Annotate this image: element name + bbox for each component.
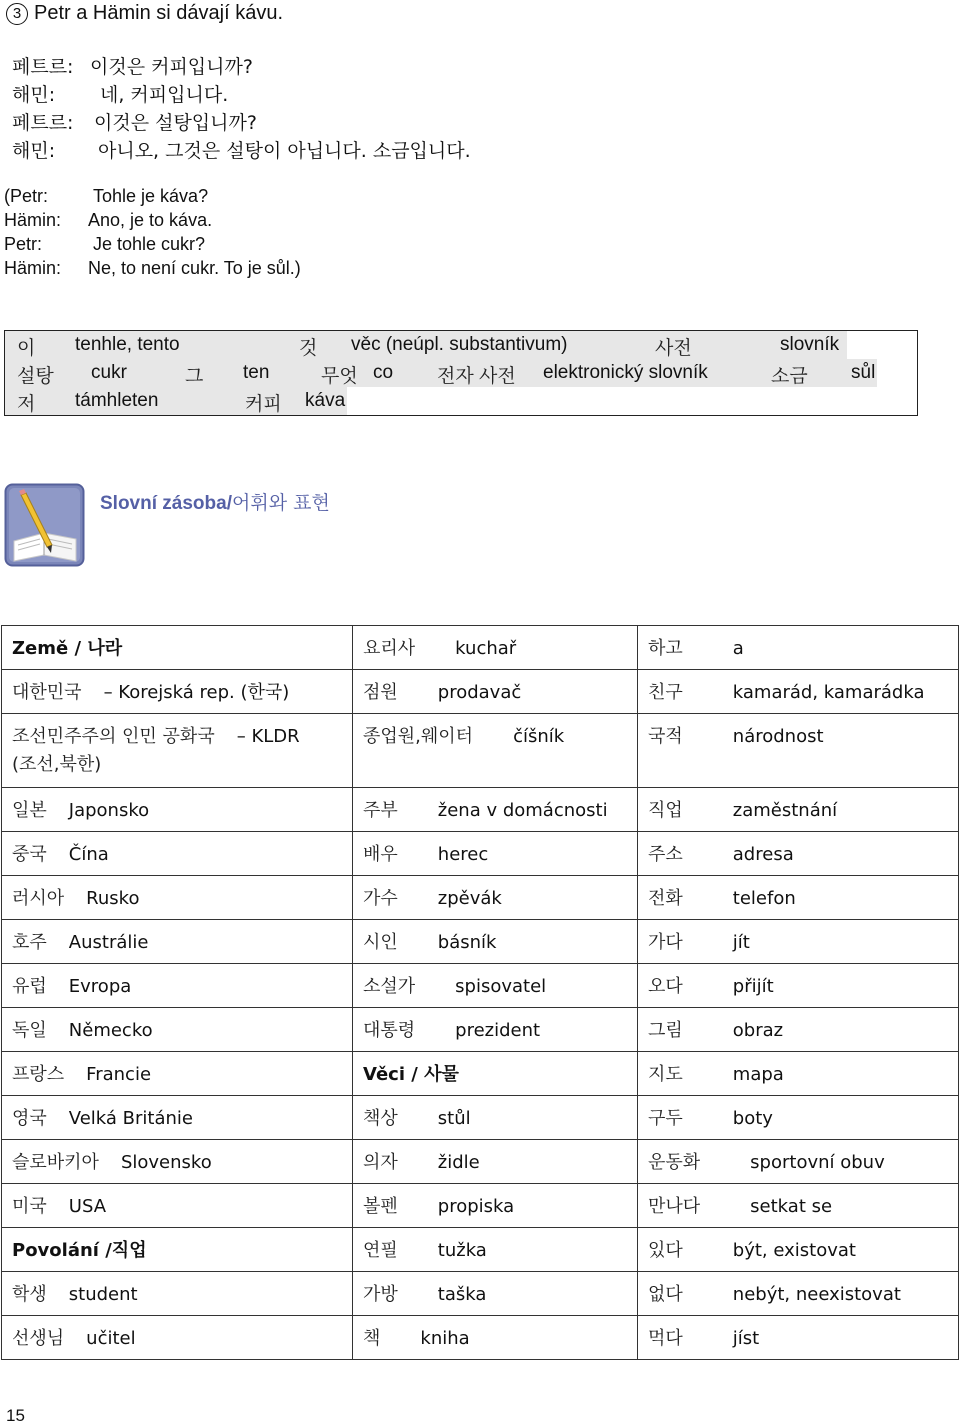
vocab-korean: 학생 xyxy=(12,1284,47,1305)
vocab-cell xyxy=(2,1052,353,1096)
table-row xyxy=(2,1140,959,1184)
page-number: 15 xyxy=(6,1406,25,1425)
vocab-czech: adresa xyxy=(732,844,794,865)
vocab-korean: 가수 xyxy=(363,888,398,909)
vocab-cell xyxy=(2,1316,353,1360)
glossary-box xyxy=(4,330,918,416)
vocab-cell xyxy=(353,788,638,832)
vocab-cell xyxy=(353,670,638,714)
vocab-czech: jíst xyxy=(732,1328,760,1349)
vocab-korean: 가다 xyxy=(648,932,683,953)
vocab-czech: být, existovat xyxy=(732,1240,856,1261)
table-row xyxy=(2,1052,959,1096)
vocab-korean: 요리사 xyxy=(363,638,416,659)
vocab-korean: 대한민국 xyxy=(12,682,82,703)
vocab-czech: telefon xyxy=(732,888,796,909)
vocab-czech: a xyxy=(732,638,744,659)
table-row xyxy=(2,1096,959,1140)
table-row xyxy=(2,964,959,1008)
vocab-korean: 하고 xyxy=(648,638,683,659)
vocab-korean: 연필 xyxy=(363,1240,398,1261)
lesson-title xyxy=(6,2,283,25)
vocab-czech: Velká Británie xyxy=(68,1108,193,1129)
table-row xyxy=(2,670,959,714)
vocab-czech: Německo xyxy=(68,1020,153,1041)
table-row xyxy=(2,788,959,832)
vocab-cell xyxy=(638,876,959,920)
vocab-korean: 만나다 xyxy=(648,1196,701,1217)
vocab-czech: boty xyxy=(732,1108,773,1129)
vocab-korean: 책 xyxy=(363,1328,381,1349)
vocab-korean: 일본 xyxy=(12,800,47,821)
vocab-korean: 먹다 xyxy=(648,1328,683,1349)
vocab-cell xyxy=(638,1096,959,1140)
glossary-czech: elektronický slovník xyxy=(543,362,708,383)
vocab-cell xyxy=(2,670,353,714)
glossary-korean: 이 xyxy=(17,338,36,359)
vocab-czech: Země / 나라 xyxy=(12,638,123,659)
vocab-czech: tužka xyxy=(437,1240,487,1261)
vocabulary-table xyxy=(1,625,959,1360)
glossary-korean: 커피 xyxy=(245,394,282,415)
vocab-czech: jít xyxy=(732,932,750,953)
vocab-korean: 의자 xyxy=(363,1152,398,1173)
table-row xyxy=(2,1008,959,1052)
vocab-cell xyxy=(353,964,638,1008)
vocab-czech: student xyxy=(68,1284,138,1305)
vocab-cell xyxy=(638,1316,959,1360)
glossary-korean: 것 xyxy=(299,338,318,359)
vocab-czech: mapa xyxy=(732,1064,784,1085)
vocab-cell xyxy=(353,1140,638,1184)
vocab-czech: kamarád, kamarádka xyxy=(732,682,925,703)
vocab-cell xyxy=(353,626,638,670)
vocab-czech: Povolání /직업 xyxy=(12,1240,147,1261)
vocab-czech: žena v domácnosti xyxy=(437,800,608,821)
vocab-czech: zaměstnání xyxy=(732,800,838,821)
vocab-cell xyxy=(638,670,959,714)
vocab-korean: 있다 xyxy=(648,1240,683,1261)
glossary-czech: cukr xyxy=(91,362,127,383)
vocab-korean: 중국 xyxy=(12,844,47,865)
vocab-czech: učitel xyxy=(86,1328,136,1349)
czech-dialogue-line: Hämin: Ne, to není cukr. To je sůl.) xyxy=(4,258,301,278)
glossary-czech: támhleten xyxy=(75,390,159,411)
vocab-czech: Japonsko xyxy=(68,800,150,821)
korean-dialogue-line: 해민: 아니오, 그것은 설탕이 아닙니다. 소금입니다. xyxy=(12,140,471,162)
vocab-czech: propiska xyxy=(437,1196,515,1217)
vocab-czech: Slovensko xyxy=(120,1152,212,1173)
vocab-cell xyxy=(353,1316,638,1360)
vocab-cell xyxy=(638,964,959,1008)
vocab-czech: Čína xyxy=(68,844,109,865)
table-row xyxy=(2,714,959,788)
glossary-czech: co xyxy=(373,362,394,383)
vocab-cell xyxy=(638,714,959,788)
vocab-czech: Věci / 사물 xyxy=(363,1064,459,1085)
vocab-korean: 운동화 xyxy=(648,1152,701,1173)
vocab-cell xyxy=(638,1184,959,1228)
vocab-korean: 지도 xyxy=(648,1064,683,1085)
vocab-czech: Francie xyxy=(86,1064,152,1085)
glossary-korean: 무엇 xyxy=(321,366,358,387)
vocab-korean: 조선민주주의 인민 공화국 xyxy=(12,726,215,747)
korean-dialogue-line: 해민: 네, 커피입니다. xyxy=(12,84,229,106)
vocab-heading-korean: 어휘와 표현 xyxy=(231,492,330,514)
vocab-cell xyxy=(2,788,353,832)
vocab-cell xyxy=(2,1228,353,1272)
vocab-czech: prodavač xyxy=(437,682,522,703)
vocab-korean: 구두 xyxy=(648,1108,683,1129)
table-row xyxy=(2,1228,959,1272)
vocab-czech: Evropa xyxy=(68,976,132,997)
vocab-cell xyxy=(2,626,353,670)
vocab-czech: židle xyxy=(437,1152,480,1173)
vocab-cell xyxy=(353,714,638,788)
vocab-cell xyxy=(638,920,959,964)
vocab-korean: 호주 xyxy=(12,932,47,953)
vocab-czech: kuchař xyxy=(455,638,517,659)
vocab-korean: 프랑스 xyxy=(12,1064,65,1085)
glossary-korean: 전자 사전 xyxy=(437,366,516,387)
vocab-cell xyxy=(2,1184,353,1228)
vocab-cell xyxy=(638,1272,959,1316)
glossary-czech: káva xyxy=(305,390,346,411)
glossary-czech: věc (neúpl. substantivum) xyxy=(351,334,568,355)
vocab-cell xyxy=(2,1096,353,1140)
vocab-czech: spisovatel xyxy=(455,976,547,997)
vocab-cell xyxy=(638,626,959,670)
vocab-cell xyxy=(353,1008,638,1052)
vocab-korean: 주소 xyxy=(648,844,683,865)
vocab-korean: 독일 xyxy=(12,1020,47,1041)
vocab-cell xyxy=(2,832,353,876)
vocab-korean: 미국 xyxy=(12,1196,47,1217)
vocab-czech: přijít xyxy=(732,976,774,997)
vocab-korean: 시인 xyxy=(363,932,398,953)
vocab-cell xyxy=(2,1140,353,1184)
vocab-czech: Rusko xyxy=(86,888,140,909)
vocab-cell xyxy=(2,964,353,1008)
vocab-cell xyxy=(638,832,959,876)
vocab-cell xyxy=(638,1228,959,1272)
vocab-korean: 책상 xyxy=(363,1108,398,1129)
vocab-korean: 없다 xyxy=(648,1284,683,1305)
vocab-korean: 소설가 xyxy=(363,976,416,997)
table-row xyxy=(2,832,959,876)
vocab-cell xyxy=(638,1052,959,1096)
vocab-czech: obraz xyxy=(732,1020,784,1041)
vocab-korean: 슬로바키아 xyxy=(12,1152,99,1173)
vocab-korean: 유럽 xyxy=(12,976,47,997)
vocab-korean-extra: (조선,북한) xyxy=(12,754,102,775)
table-row xyxy=(2,920,959,964)
vocab-heading xyxy=(100,488,330,515)
korean-dialogue-line: 페트르: 이것은 커피입니까? xyxy=(12,56,253,78)
vocab-korean: 점원 xyxy=(363,682,398,703)
glossary-czech: ten xyxy=(243,362,270,383)
vocab-korean: 직업 xyxy=(648,800,683,821)
vocab-korean: 그림 xyxy=(648,1020,683,1041)
vocab-cell xyxy=(2,1272,353,1316)
vocab-korean: 종업원,웨이터 xyxy=(363,726,474,747)
vocab-czech: národnost xyxy=(732,726,824,747)
glossary-czech: sůl xyxy=(851,362,876,383)
vocab-korean: 친구 xyxy=(648,682,683,703)
vocab-czech: nebýt, neexistovat xyxy=(732,1284,901,1305)
vocab-cell xyxy=(2,1008,353,1052)
vocab-cell xyxy=(2,920,353,964)
vocab-czech: USA xyxy=(68,1196,107,1217)
vocab-cell xyxy=(353,1272,638,1316)
vocab-czech: herec xyxy=(437,844,489,865)
vocab-cell xyxy=(638,788,959,832)
glossary-czech: tenhle, tento xyxy=(75,334,180,355)
vocab-cell xyxy=(638,1008,959,1052)
vocab-korean: 영국 xyxy=(12,1108,47,1129)
vocab-cell xyxy=(353,1096,638,1140)
vocab-cell xyxy=(638,1140,959,1184)
vocab-cell xyxy=(353,832,638,876)
vocab-czech: zpěvák xyxy=(437,888,502,909)
glossary-korean: 설탕 xyxy=(17,366,54,387)
vocab-czech: – KLDR xyxy=(236,726,300,747)
glossary-korean: 소금 xyxy=(771,366,808,387)
vocab-czech: prezident xyxy=(455,1020,541,1041)
vocab-cell xyxy=(353,1228,638,1272)
vocab-korean: 러시아 xyxy=(12,888,65,909)
glossary-highlight xyxy=(5,387,347,415)
czech-dialogue-line: Petr: Je tohle cukr? xyxy=(4,234,206,254)
vocab-czech: taška xyxy=(437,1284,487,1305)
vocab-korean: 가방 xyxy=(363,1284,398,1305)
vocab-korean: 주부 xyxy=(363,800,398,821)
czech-dialogue-line: (Petr: Tohle je káva? xyxy=(4,186,209,206)
vocab-czech: Austrálie xyxy=(68,932,149,953)
vocab-cell xyxy=(353,1052,638,1096)
vocab-korean: 국적 xyxy=(648,726,683,747)
notebook-pencil-icon xyxy=(4,483,85,567)
glossary-korean: 저 xyxy=(17,394,36,415)
vocab-cell xyxy=(353,1184,638,1228)
vocab-korean: 배우 xyxy=(363,844,398,865)
table-row xyxy=(2,1272,959,1316)
vocab-heading-czech: Slovní zásoba/ xyxy=(100,493,232,514)
vocab-czech: kniha xyxy=(420,1328,470,1349)
korean-dialogue-line: 페트르: 이것은 설탕입니까? xyxy=(12,112,257,134)
czech-dialogue-line: Hämin: Ano, je to káva. xyxy=(4,210,213,230)
lesson-title-text: Petr a Hämin si dávají kávu. xyxy=(34,2,283,24)
vocab-czech: sportovní obuv xyxy=(750,1152,885,1173)
table-row xyxy=(2,1184,959,1228)
glossary-korean: 그 xyxy=(185,366,204,387)
vocab-cell xyxy=(353,876,638,920)
vocab-korean: 선생님 xyxy=(12,1328,65,1349)
circled-number: 3 xyxy=(6,3,28,25)
vocab-cell xyxy=(2,876,353,920)
vocab-korean: 오다 xyxy=(648,976,683,997)
glossary-czech: slovník xyxy=(780,334,840,355)
vocab-korean: 전화 xyxy=(648,888,683,909)
vocab-cell xyxy=(353,920,638,964)
table-row xyxy=(2,626,959,670)
vocab-korean: 대통령 xyxy=(363,1020,416,1041)
vocab-czech: setkat se xyxy=(750,1196,833,1217)
vocab-cell xyxy=(2,714,353,788)
table-row xyxy=(2,1316,959,1360)
vocab-czech: básník xyxy=(437,932,497,953)
vocab-czech: číšník xyxy=(513,726,565,747)
glossary-korean: 사전 xyxy=(655,338,692,359)
vocab-czech: – Korejská rep. (한국) xyxy=(103,682,290,703)
vocab-korean: 볼펜 xyxy=(363,1196,398,1217)
vocab-czech: stůl xyxy=(437,1108,471,1129)
table-row xyxy=(2,876,959,920)
